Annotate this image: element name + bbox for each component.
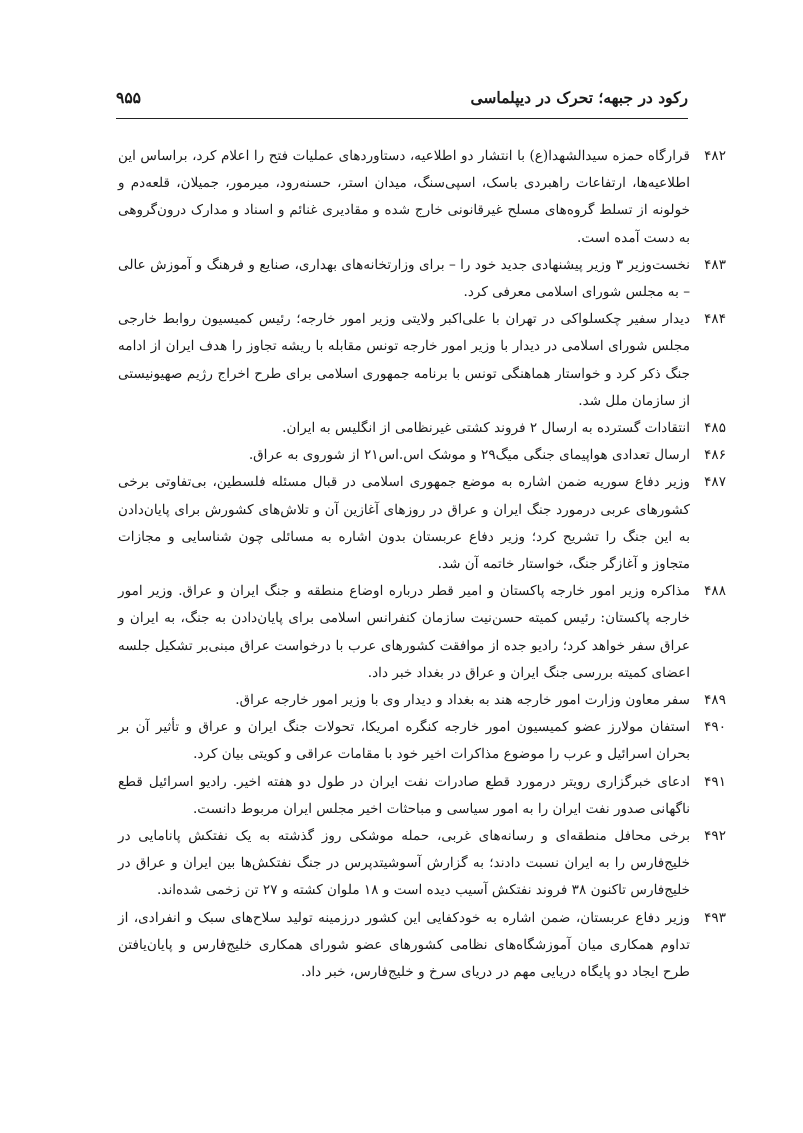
entry-number: ۴۹۰ <box>704 719 726 736</box>
entry-492 <box>116 823 726 905</box>
entry-text: دیدار سفیر چکسلواکی در تهران با علی‌اکبر ولایتی وزیر امور خارجه؛ رئیس کمیسیون روابط خارجی مجلس شورای اسلامی در دیدار با وزیر امور خارجه تونس مقابله با ریشه تجاوز را هدف ایران از ادامه جنگ ذکر کرد و خواستار هماهنگی تونس با برنامه جمهوری اسلامی برای طرح اخراج رژیم صهیونیستی از سازمان ملل شد. <box>118 311 690 409</box>
entry-number: ۴۸۷ <box>704 474 726 491</box>
entry-491 <box>116 769 726 823</box>
entry-text: نخست‌وزیر ۳ وزیر پیشنهادی جدید خود را – برای وزارتخانه‌های بهداری، صنایع و فرهنگ و آموزش عالی – به مجلس شورای اسلامی معرفی کرد. <box>118 256 690 301</box>
entry-text: ادعای خبرگزاری رویتر درمورد قطع صادرات نفت ایران در طول دو هفته اخیر. رادیو اسرائیل قطع ناگهانی صدور نفت ایران را به امور سیاسی و مباحثات اخیر مجلس ایران مربوط دانست. <box>118 773 690 817</box>
entry-493 <box>116 905 726 987</box>
page-header <box>116 88 688 114</box>
entry-485 <box>116 415 726 442</box>
entry-483 <box>116 252 726 306</box>
entry-number: ۴۸۵ <box>704 420 726 437</box>
entry-text: سفر معاون وزارت امور خارجه هند به بغداد و دیدار وی با وزیر امور خارجه عراق. <box>235 692 690 709</box>
entry-490 <box>116 714 726 768</box>
entry-482 <box>116 143 726 252</box>
page-number: ۹۵۵ <box>116 88 141 107</box>
entry-text: برخی محافل منطقه‌ای و رسانه‌های غربی، حمله موشکی روز گذشته به یک نفتکش پانامایی در خلیج‌فارس را به ایران نسبت دادند؛ به گزارش آسوشیتدپرس در جنگ نفتکش‌ها بین ایران و عراق در خلیج‌فارس تاکنون ۳۸ فروند نفتکش آسیب دیده است و ۱۸ ملوان کشته و ۲۷ تن زخمی شده‌اند. <box>118 828 690 899</box>
entry-text: وزیر دفاع سوریه ضمن اشاره به موضع جمهوری اسلامی در قبال مسئله فلسطین، بی‌تفاوتی برخی کشورهای عربی درمورد جنگ ایران و عراق در روزهای آغازین آن و تلاش‌های کشورش برای پایان‌دادن به این جنگ را تشریح کرد؛ وزیر دفاع عربستان بدون اشاره به مسائلی چون شناسایی و مجازات متجاوز و آغازگر جنگ، خواستار خاتمه آن شد. <box>118 474 690 573</box>
entry-text: مذاکره وزیر امور خارجه پاکستان و امیر قطر درباره اوضاع منطقه و جنگ ایران و عراق. وزیر امور خارجه پاکستان: رئیس کمیته حسن‌نیت سازمان کنفرانس اسلامی برای پایان‌دادن به جنگ، به ایران و عراق سفر خواهد کرد؛ رادیو جده از موافقت کشورهای عرب با درخواست عراق مبنی‌بر تشکیل جلسه اعضای کمیته بررسی جنگ ایران و عراق در بغداد خبر داد. <box>118 583 690 681</box>
entry-text: انتقادات گسترده به ارسال ۲ فروند کشتی غیرنظامی از انگلیس به ایران. <box>282 420 690 437</box>
entry-number: ۴۸۲ <box>704 148 726 164</box>
entry-number: ۴۸۹ <box>704 692 726 709</box>
entry-487 <box>116 469 726 578</box>
entry-number: ۴۸۸ <box>704 583 726 600</box>
entry-number: ۴۸۶ <box>704 447 726 464</box>
entry-486 <box>116 442 726 469</box>
entry-text: قرارگاه حمزه سیدالشهدا(ع) با انتشار دو اطلاعیه، دستاوردهای عملیات فتح را اعلام کرد، براساس این اطلاعیه‌ها، ارتفاعات راهبردی باسک، اسپی‌سنگ، میدان استر، حسنه‌رود، میرمور، جمیلان، قلعه‌دم و خولونه از تسلط گروه‌های مسلح غیرقانونی خارج شده و مقادیری غنائم و اسناد و مدارک درون‌گروهی به دست آمده است. <box>118 148 690 246</box>
entry-number: ۴۹۱ <box>704 773 726 790</box>
entry-text: وزیر دفاع عربستان، ضمن اشاره به خودکفایی این کشور درزمینه تولید سلاح‌های سبک و انفرادی، از تداوم همکاری میان آموزشگاه‌های نظامی کشورهای عضو شورای همکاری خلیج‌فارس و پایان‌یافتن طرح ایجاد دو پایگاه دریایی مهم در دریای سرخ و خلیج‌فارس، خبر داد. <box>118 909 690 981</box>
entry-489 <box>116 687 726 714</box>
entry-488 <box>116 578 726 687</box>
chronology-list <box>116 143 726 986</box>
entry-number: ۴۹۲ <box>704 828 726 845</box>
entry-text: استفان مولارز عضو کمیسیون امور خارجه کنگره امریکا، تحولات جنگ ایران و عراق و تأثیر آن بر بحران اسرائیل و عرب را موضوع مذاکرات اخیر خود با مقامات عراقی و کویتی بیان کرد. <box>118 719 690 763</box>
entry-text: ارسال تعدادی هواپیمای جنگی میگ۲۹ و موشک اس.اس۲۱ از شوروی به عراق. <box>248 447 690 464</box>
running-title: رکود در جبهه؛ تحرک در دیپلماسی <box>470 88 688 107</box>
entry-number: ۴۸۳ <box>704 256 726 273</box>
entry-484 <box>116 306 726 415</box>
entry-number: ۴۹۳ <box>704 909 726 926</box>
entry-number: ۴۸۴ <box>704 311 726 328</box>
header-rule <box>116 118 688 119</box>
